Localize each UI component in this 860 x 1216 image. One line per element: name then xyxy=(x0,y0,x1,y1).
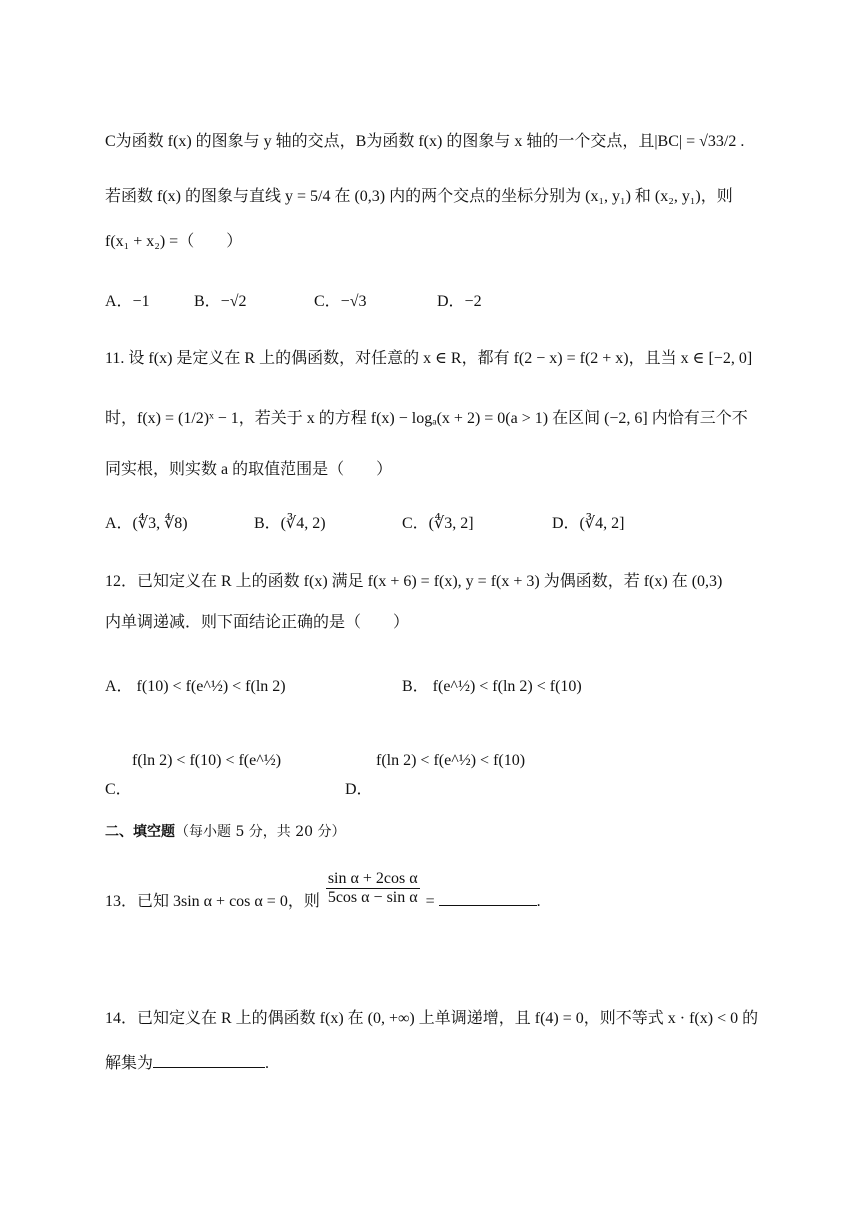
q12-option-d-expr: f(ln 2) < f(e^½) < f(10) xyxy=(376,752,526,769)
q14-end: . xyxy=(265,1055,270,1072)
q13 xyxy=(105,870,541,920)
q12-option-b: B． f(e^½) < f(ln 2) < f(10) xyxy=(402,678,582,695)
q14-prefix: 解集为 xyxy=(105,1055,154,1072)
q13-prefix: 13．已知 3sin α + cos α = 0，则 xyxy=(105,893,320,910)
section-title: 二、填空题 xyxy=(105,824,175,840)
q10-line-2: 若函数 f(x) 的图象与直线 y = 5/4 在 (0,3) 内的两个交点的坐标分别为 (x₁, y₁) 和 (x₂, y₁)，则 xyxy=(105,188,733,205)
section-heading xyxy=(105,821,346,841)
q11-option-b: B．(∛4, 2) xyxy=(254,515,326,532)
q12-line-2: 内单调递减．则下面结论正确的是（ ） xyxy=(105,614,410,631)
q11-option-a: A．(∜3, ∜8) xyxy=(105,515,188,532)
q14-line-2 xyxy=(105,1050,269,1073)
q10-option-d: D．−2 xyxy=(437,293,482,310)
q13-denominator: 5cos α − sin α xyxy=(327,889,418,906)
q11-line-3: 同实根，则实数 a 的取值范围是（ ） xyxy=(105,461,393,478)
q14-line-1: 14．已知定义在 R 上的偶函数 f(x) 在 (0, +∞) 上单调递增，且 f(4) = 0，则不等式 x · f(x) < 0 的 xyxy=(105,1010,759,1027)
q10-option-c: C．−√3 xyxy=(314,293,367,310)
q12-option-a: A． f(10) < f(e^½) < f(ln 2) xyxy=(105,678,286,695)
q10-line-1: C为函数 f(x) 的图象与 y 轴的交点，B为函数 f(x) 的图象与 x 轴的一个交点，且|BC| = √33/2 . xyxy=(105,133,745,150)
q11-option-c: C．(∜3, 2] xyxy=(402,515,474,532)
q12-line-1: 12．已知定义在 R 上的函数 f(x) 满足 f(x + 6) = f(x), y = f(x + 3) 为偶函数，若 f(x) 在 (0,3) xyxy=(105,573,723,590)
q10-line-3: f(x₁ + x₂) =（ ） xyxy=(105,233,243,250)
q11-option-d: D．(∛4, 2] xyxy=(552,515,625,532)
q12-option-c-expr: f(ln 2) < f(10) < f(e^½) xyxy=(132,752,282,769)
q10-option-a: A．−1 xyxy=(105,293,150,310)
q10-option-b: B．−√2 xyxy=(194,293,247,310)
q12-option-d-label: D． xyxy=(345,781,373,798)
q13-end: . xyxy=(536,893,541,910)
q14-answer-blank[interactable] xyxy=(153,1053,265,1068)
q12-option-c-label: C． xyxy=(105,781,132,798)
q13-answer-blank[interactable] xyxy=(439,891,537,906)
q13-numerator: sin α + 2cos α xyxy=(327,870,418,887)
q13-fraction xyxy=(326,870,420,907)
q11-line-1: 11. 设 f(x) 是定义在 R 上的偶函数，对任意的 x ∈ R，都有 f(2 − x) = f(2 + x)，且当 x ∈ [−2, 0] xyxy=(105,350,753,367)
section-note: （每小题 5 分，共 20 分） xyxy=(175,824,346,840)
q11-line-2: 时，f(x) = (1/2)ˣ − 1，若关于 x 的方程 f(x) − logₐ(x + 2) = 0(a > 1) 在区间 (−2, 6] 内恰有三个不 xyxy=(105,410,748,427)
q13-equals: = xyxy=(425,893,439,910)
